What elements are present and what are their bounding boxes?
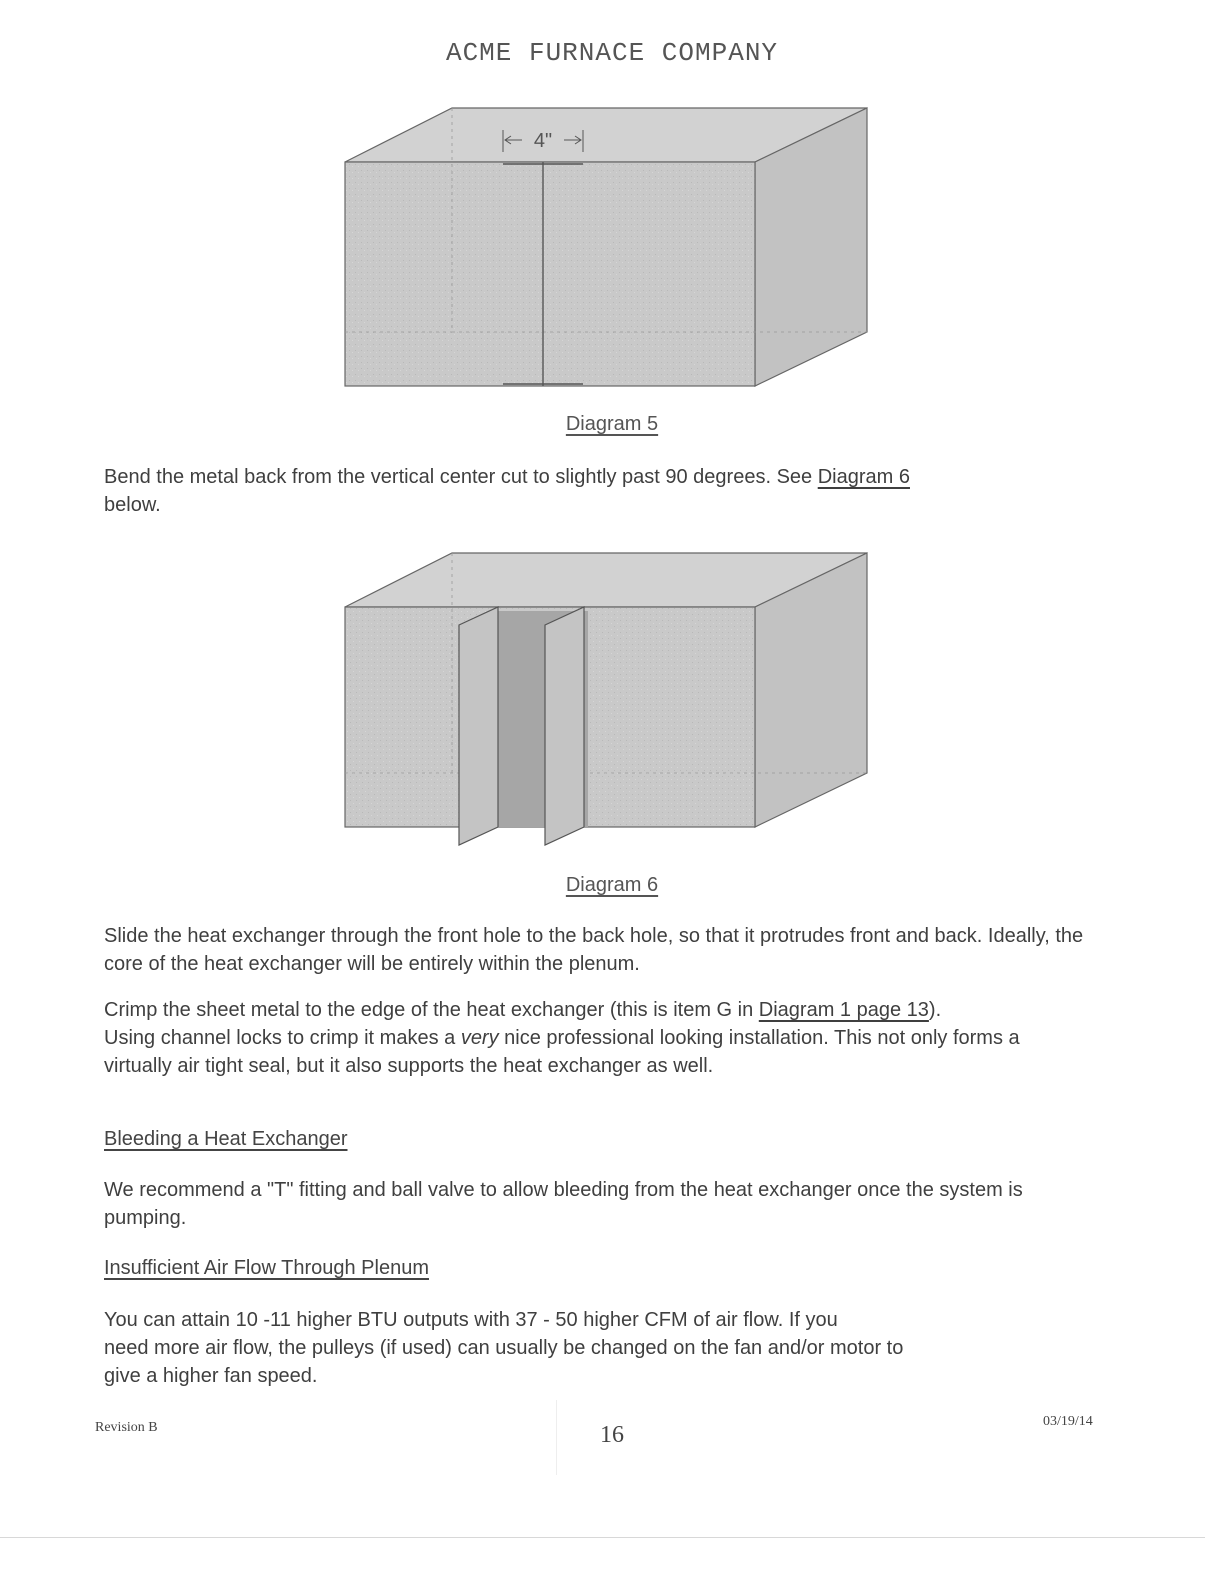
diagram-5-caption: Diagram 5 xyxy=(565,413,659,435)
box-front-face xyxy=(345,162,755,386)
paragraph-air-flow: You can attain 10 -11 higher BTU outputs with 37 - 50 higher CFM of air flow. If you need more air flow, the pulleys (if used) can usually be changed on the fan and/or motor to give a higher fan speed. xyxy=(104,1309,904,1387)
revision-label: Revision B xyxy=(95,1420,158,1435)
paragraph-slide-exchanger: Slide the heat exchanger through the front hole to the back hole, so that it protrudes front and back. Ideally, the core of the heat exchanger will be entirely within the plenum. xyxy=(104,925,1084,975)
diagram-1-reference: Diagram 1 page 13 xyxy=(758,999,929,1021)
document-date: 03/19/14 xyxy=(1043,1414,1093,1429)
paragraph-bleeding: We recommend a "T" fitting and ball valve to allow bleeding from the heat exchanger once the system is pumping. xyxy=(104,1179,1023,1229)
company-header: ACME FURNACE COMPANY xyxy=(445,38,779,68)
diagram-5-box-illustration xyxy=(330,90,890,400)
right-bent-flap xyxy=(545,607,584,845)
heading-air-flow: Insufficient Air Flow Through Plenum xyxy=(104,1257,429,1279)
heading-bleeding: Bleeding a Heat Exchanger xyxy=(104,1128,348,1150)
page-bottom-edge xyxy=(0,1537,1205,1538)
paragraph-bend-metal: Bend the metal back from the vertical center cut to slightly past 90 degrees. See Diagram 6 below. xyxy=(104,466,910,516)
paragraph-crimp-metal: Crimp the sheet metal to the edge of the heat exchanger (this is item G in Diagram 1 page 13). Using channel locks to crimp it makes a very nice professional looking installation. This not only forms a virtually air tight seal, but it also supports the heat exchanger as well. xyxy=(104,999,1020,1077)
diagram-6-caption: Diagram 6 xyxy=(565,874,659,896)
diagram-6-reference: Diagram 6 xyxy=(817,466,910,488)
diagram-6-box-illustration xyxy=(330,535,890,855)
dimension-label: 4" xyxy=(533,130,553,152)
left-bent-flap xyxy=(459,607,498,845)
page-number: 16 xyxy=(600,1422,624,1448)
